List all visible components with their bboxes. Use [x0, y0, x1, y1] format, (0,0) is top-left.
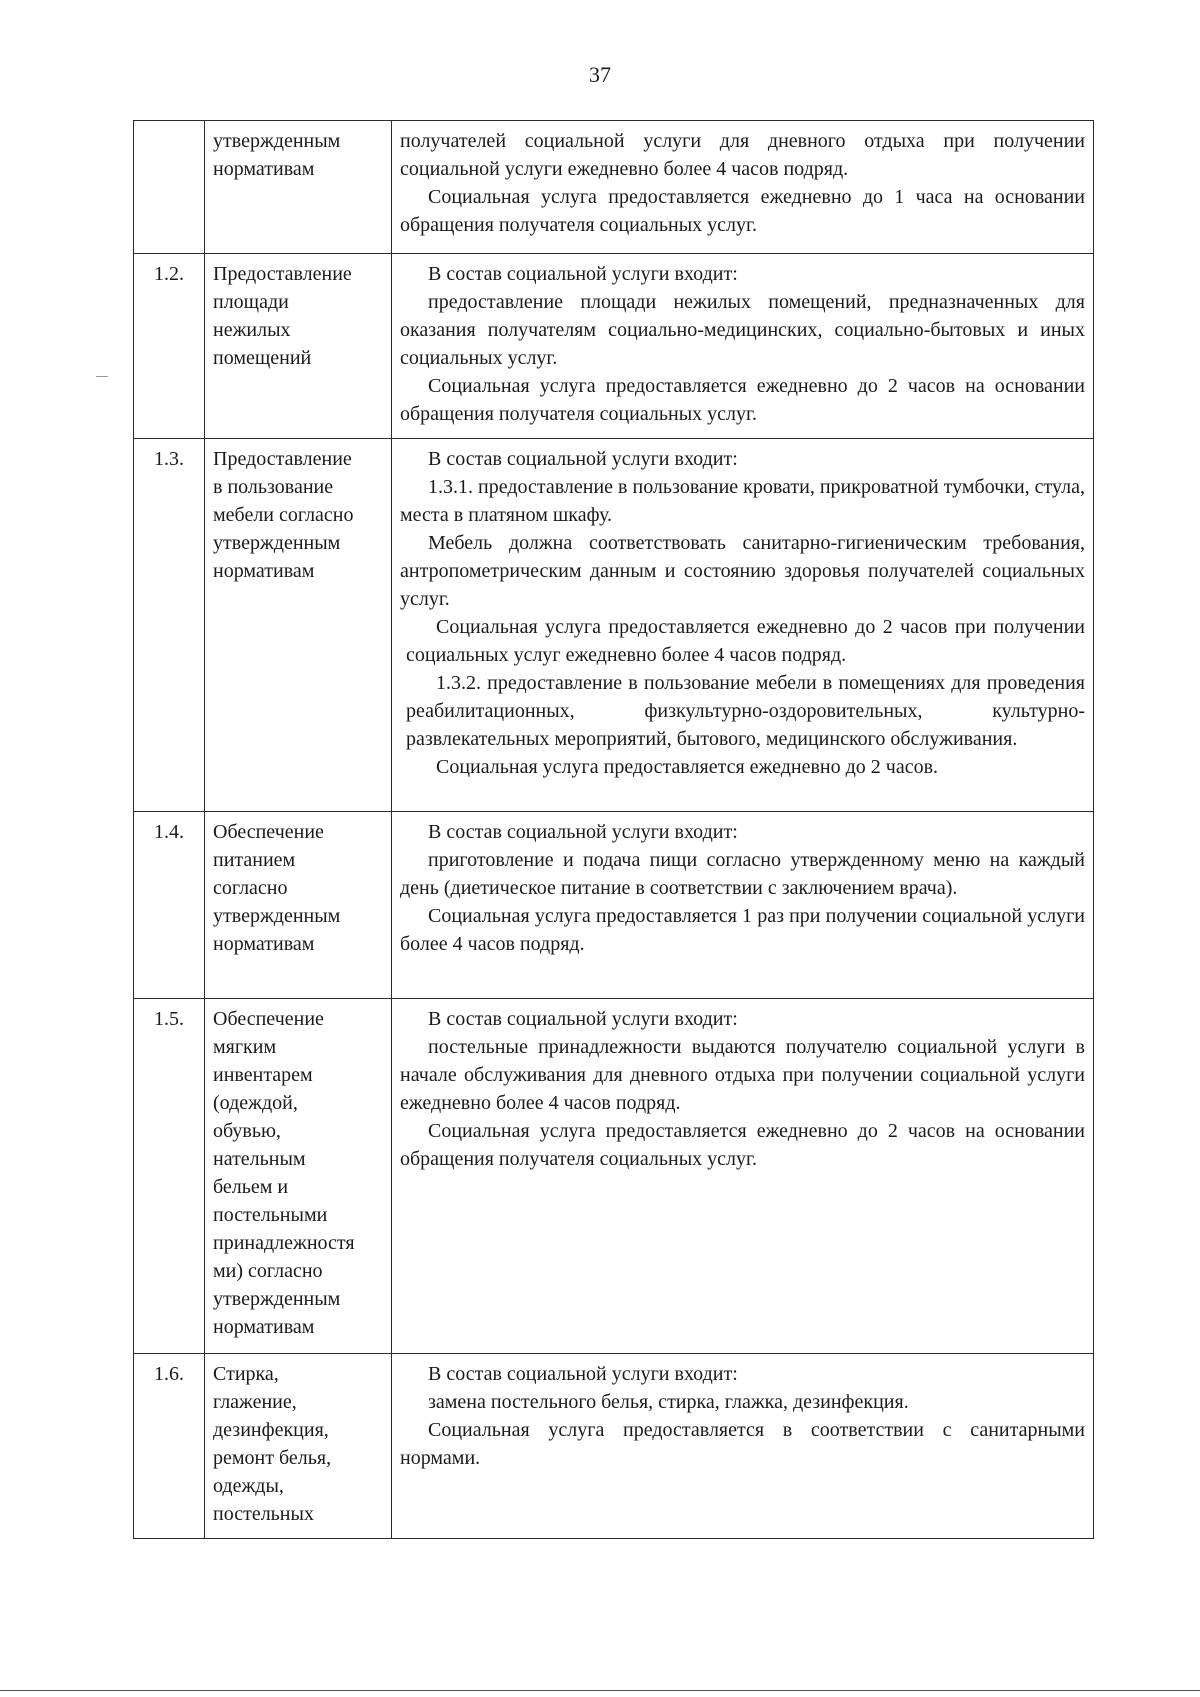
description-paragraph: В состав социальной услуги входит:: [428, 263, 738, 285]
page-number: 37: [589, 62, 611, 87]
description-paragraph: предоставление площади нежилых помещений, предназначенных для оказания получателям социально-медицинских, социально-бытовых и иных социальных услуг.: [400, 291, 1085, 369]
service-name: [205, 254, 392, 439]
service-description: [392, 254, 1094, 439]
services-table-body: [134, 121, 1094, 1539]
table-row: [134, 121, 1094, 254]
description-paragraph: В состав социальной услуги входит:: [428, 821, 738, 843]
service-name: [205, 812, 392, 999]
service-name-text: Стирка, глажение, дезинфекция, ремонт белья, одежды, постельных: [213, 1363, 332, 1525]
row-number: [134, 121, 205, 254]
description-paragraph: Социальная услуга предоставляется ежедневно до 2 часов.: [436, 756, 939, 778]
service-name: [205, 439, 392, 812]
service-name: [205, 999, 392, 1354]
service-name-text: Обеспечение мягким инвентарем (одеждой, обувью, нательным бельем и постельными принадлежностя ми) согласно утвержденным нормативам: [213, 1008, 355, 1338]
service-description: [392, 1354, 1094, 1539]
description-paragraph: замена постельного белья, стирка, глажка, дезинфекция.: [428, 1391, 909, 1413]
service-name: [205, 121, 392, 254]
margin-mark: [96, 376, 108, 377]
service-name-text: Предоставление площади нежилых помещений: [213, 263, 352, 369]
description-paragraph: 1.3.1. предоставление в пользование кровати, прикроватной тумбочки, стула, места в платяном шкафу.: [400, 476, 1086, 526]
bottom-rule: [0, 1690, 1200, 1691]
row-number: 1.2.: [134, 254, 205, 439]
description-paragraph: В состав социальной услуги входит:: [428, 1363, 738, 1385]
service-name-text: Предоставление в пользование мебели согласно утвержденным нормативам: [213, 448, 354, 582]
row-number: 1.5.: [134, 999, 205, 1354]
table-row: [134, 812, 1094, 999]
description-paragraph: Социальная услуга предоставляется ежедневно до 1 часа на основании обращения получателя социальных услуг.: [400, 186, 1085, 236]
description-paragraph: Социальная услуга предоставляется в соответствии с санитарными нормами.: [400, 1419, 1085, 1469]
description-paragraph: В состав социальной услуги входит:: [428, 1008, 738, 1030]
description-paragraph: Социальная услуга предоставляется ежедневно до 2 часов при получении социальных услуг ежедневно более 4 часов подряд.: [406, 616, 1085, 666]
row-number: 1.4.: [134, 812, 205, 999]
description-paragraph: приготовление и подача пищи согласно утвержденному меню на каждый день (диетическое питание в соответствии с заключением врача).: [400, 849, 1085, 899]
table-row: [134, 1354, 1094, 1539]
description-paragraph: Социальная услуга предоставляется ежедневно до 2 часов на основании обращения получателя социальных услуг.: [400, 1120, 1085, 1170]
service-description: [392, 121, 1094, 254]
service-description: [392, 812, 1094, 999]
description-paragraph: постельные принадлежности выдаются получателю социальной услуги в начале обслуживания для дневного отдыха при получении социальной услуги ежедневно более 4 часов подряд.: [400, 1036, 1085, 1114]
row-number: 1.3.: [134, 439, 205, 812]
service-name: [205, 1354, 392, 1539]
description-paragraph: Мебель должна соответствовать санитарно-гигиеническим требования, антропометрическим данным и состоянию здоровья получателей социальных услуг.: [400, 532, 1085, 610]
description-paragraph: Социальная услуга предоставляется 1 раз при получении социальной услуги более 4 часов подряд.: [400, 905, 1085, 955]
table-row: [134, 254, 1094, 439]
description-paragraph: В состав социальной услуги входит:: [428, 448, 738, 470]
service-name-text: утвержденным нормативам: [213, 130, 341, 180]
services-table: [133, 120, 1094, 1539]
table-row: [134, 439, 1094, 812]
service-description: [392, 999, 1094, 1354]
description-paragraph: Социальная услуга предоставляется ежедневно до 2 часов на основании обращения получателя социальных услуг.: [400, 375, 1085, 425]
row-number: 1.6.: [134, 1354, 205, 1539]
description-paragraph: получателей социальной услуги для дневного отдыха при получении социальной услуги ежедневно более 4 часов подряд.: [400, 130, 1085, 180]
service-name-text: Обеспечение питанием согласно утвержденным нормативам: [213, 821, 341, 955]
description-paragraph: 1.3.2. предоставление в пользование мебели в помещениях для проведения реабилитационных, физкультурно-оздоровительных, культурно-развлекательных мероприятий, бытового, медицинского обслуживания.: [406, 672, 1085, 750]
service-description: [392, 439, 1094, 812]
table-row: [134, 999, 1094, 1354]
